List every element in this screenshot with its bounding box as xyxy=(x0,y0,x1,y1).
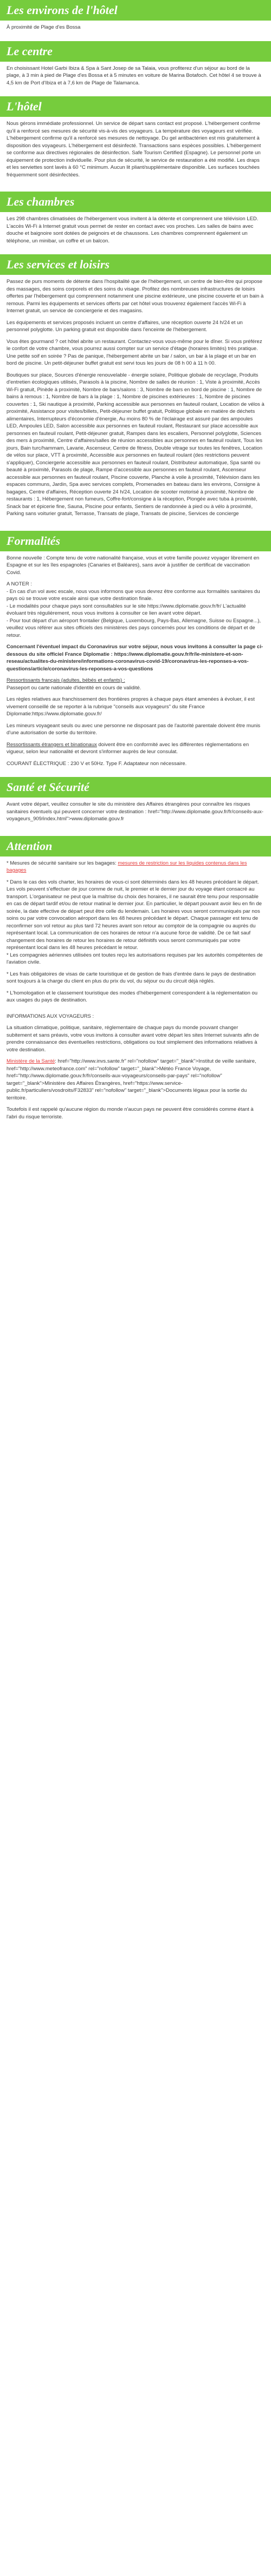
info-p3: Toutefois il est rappelé qu'aucune région du monde n'aucun pays ne peuvent être considérés comme étant à l'abri du risque terroriste. xyxy=(7,1106,254,1120)
loisirs-p3: Vous êtes gourmand ? cet hôtel abrite un restaurant. Contactez-vous vous-même pour le dîner. Si vous préférez le confort de votre chambre, vous pourrez aussi compter sur un service d'étage (horaires limités) très pratique. Une petite soif en soirée ? Pas de panique, l'hébergement abrite un bar / salon, un bar à la plage et un bar en bord de piscine. Un petit-déjeuner buffet gratuit est servi tous les jours de 08 h 00 à 11 h 00. xyxy=(7,338,262,366)
info-p1: La situation climatique, politique, sanitaire, réglementaire de chaque pays du monde pouvant changer subitement et sans préavis, votre vous invitons à consulter avant votre départ les sites Internet suivants afin de prendre connaissance des éventuelles restrictions, obligations ou tout simplement des informations relatives à votre destination. xyxy=(7,1025,259,1053)
loisirs-p2: Les équipements et services proposés incluent un centre d'affaires, une réception ouverte 24 h/24 et un personnel polyglotte. Un parking gratuit est disponible dans l'enceinte de l'hébergement. xyxy=(7,319,243,333)
formalites-covid: Concernant l'éventuel impact du Coronavirus sur votre séjour, nous vous invitons à consulter la page ci-dessous du site officiel France Diplomatie : https://www.diplomatie.gouv.fr/fr/le-ministere-et-son-reseau/actualites-du-ministere/informations-coronavirus-covid-19/coronavirus-les-reponses-a-vos-questions/article/coronavirus-les-reponses-a-vos-questions xyxy=(7,644,263,672)
section-title-hotel: L'hôtel xyxy=(0,96,271,117)
formalites-p7-text: doivent être en conformité avec les différentes réglementations en vigueur, selon leur nationalité et devront s'informer auprès de leur consulat. xyxy=(7,741,249,755)
loisirs-p1: Passez de purs moments de détente dans l'hospitalité que de l'hébergement, un centre de bien-être qui propose des massages, des soins corporels et des soins du visage. Profitez des nombreuses infrastructures de loisirs offertes par l'hébergement qui comprennent notamment une piscine extérieure, une piscine couverte et un bain à remous. Parmi les équipements et services offerts par cet hôtel vous trouverez également l'accès Wi-Fi à Internet gratuit, un service de conciergerie et des magasins. xyxy=(7,279,264,314)
section-title-sante: Santé et Sécurité xyxy=(0,777,271,798)
section-attention xyxy=(0,857,271,1131)
liquids-restriction-link[interactable]: mesures de restriction sur les liquides contenus dans les bagages xyxy=(7,860,247,873)
formalites-p7-block xyxy=(7,741,264,756)
section-title-formalites: Formalités xyxy=(0,531,271,551)
formalites-courant: COURANT ÉLECTRIQUE : 230 V et 50Hz. Type F. Adaptateur non nécessaire. xyxy=(7,760,187,767)
attention-p4: * L'homologation et le classement touristique des modes d'hébergement correspondent à la réglementation ou aux usages du pays de destination. xyxy=(7,990,258,1003)
formalites-p4-block xyxy=(7,677,264,691)
formalites-p6: Les mineurs voyageant seuls ou avec une personne ne disposant pas de l'autorité parentale doivent être munis d'une autorisation de sortie du territoire. xyxy=(7,722,261,736)
section-title-centre: Le centre xyxy=(0,41,271,62)
formalites-p5: Les règles relatives aux franchissement des frontières propres à chaque pays étant amenées à évoluer, il est vivement conseillé de se reporter à la rubrique "conseils aux voyageurs" du site France Diplomatie:https://www.diplomatie.gouv.fr/ xyxy=(7,696,255,717)
attention-p3: * Les frais obligatoires de visas de carte touristique et de gestion de frais d'entrée dans le pays de destination sont toujours à la charge du client en plus du prix du vol, du séjour ou du circuit déjà réglés. xyxy=(7,971,256,984)
formalites-p4-heading: Ressortissants français (adultes, bébés et enfants) : xyxy=(7,677,125,683)
formalites-p4-text: Passeport ou carte nationale d'identité en cours de validité. xyxy=(7,684,141,691)
ministere-sante-link[interactable]: Ministère de la Santé xyxy=(7,1058,55,1064)
centre-text: En choisissant Hotel Garbi Ibiza & Spa à Sant Josep de sa Talaia, vous profiterez d'un séjour au bord de la plage, à 3 min à pied de Plage d'es Bossa et à 5 minutes en voiture de Marina Botafoch. Cet hôtel 4 se trouve à 4,5 km de Port d'Ibiza et à 7,6 km de Plage de Talamanca. xyxy=(7,65,261,86)
section-title-environs: Les environs de l'hôtel xyxy=(0,0,271,21)
info-p2-text: : href="http://www.invs.sante.fr" rel="nofollow" target="_blank">Institut de veille sanitaire, href="http://www.meteofrance.com" rel="nofollow" target="_blank">Météo France Voyage, href="http://www.diplomatie.gouv.fr/fr/conseils-aux-voyageurs/conseils-par-pays" rel="nofollow" target="_blank">Ministère des Affaires Étrangères, href="https://www.service-public.fr/particuliers/vosdroits/F32833" rel="nofollow" target="_blank">Documents légaux pour la sortie du territoire. xyxy=(7,1058,256,1101)
attention-p1 xyxy=(7,860,264,874)
section-title-loisirs: Les services et loisirs xyxy=(0,254,271,275)
info-p2 xyxy=(7,1058,264,1102)
chambres-text: Les 298 chambres climatisées de l'hébergement vous invitent à la détente et comprennent une télévision LED. L'accès Wi-Fi à Internet gratuit vous permet de rester en contact avec vos proches. Les salles de bains avec douche et baignoire sont dotées de peignoirs et de chaussons. Les chambres comprennent également un téléphone, un minibar, un coffre et un balcon. xyxy=(7,216,259,244)
info-heading: INFORMATIONS AUX VOYAGEURS : xyxy=(7,1013,94,1019)
section-environs xyxy=(0,21,271,41)
section-loisirs xyxy=(0,275,271,528)
section-title-chambres: Les chambres xyxy=(0,192,271,212)
attention-p2: * Dans le cas des vols charter, les horaires de vous-ci sont déterminés dans les 48 heures précédant le départ. Les vols peuvent s'effectuer de jour comme de nuit, le premier et le dernier jour du voyage étant consacré au transport. L'organisateur ne peut que la maîtrise du choix des horaires, il ne saurait être tenu pour responsable en cas de départ tardif et/ou de retour matinal le dernier jour. En particulier, le départ pouvant avoir lieu en fin de soirée, la date effective de départ peut être celle du lendemain. Les horaires vous seront communiqués par nos soins ou par votre convocation aéroport dans les 48 heures précédant le départ. Chaque passager est tenu de reconfirmer son vol retour au plus tard 72 heures avant son retour au comptoir de la compagnie ou auprès du représentant local. La communication de ces horaires de retour n'a aucune force de validité. De ce fait sauf changement des horaires de retour les horaires de retour définitifs vous seront communiqués par votre représentant local dans les 48 heures précédant le retour. * Les compagnies aériennes utilisées ont toutes reçu les autorisations requises par les autorités compétentes de l'aviation civile. xyxy=(7,879,263,965)
section-centre xyxy=(0,62,271,97)
formalites-p7-heading: Ressortissants étrangers et binationaux xyxy=(7,741,97,748)
section-formalites xyxy=(0,551,271,778)
hotel-text: Nous gérons immédiate professionnel. Un service de départ sans contact est proposé. L'hébergement confirme qu'il a renforcé ses mesures de sécurité vis-à-vis des voyageurs. La température des voyageurs est vérifiée. L'hébergement confirme qu'il a renforcé ses mesures de nettoyage. Du gel antibactérien est mis gratuitement à disposition des voyageurs. L'hébergement est désinfecté. Transactions sans espèces possibles. L'hébergement se conforme aux directives régionales de désinfection. Safe Tourism Certified (Espagne). Le personnel porte un équipement de protection individuelle. Pour plus de sécurité, le service de restauration a été modifié. Les draps et les serviettes sont lavés à 60 °C minimum. Aucun lit pliant/supplémentaire disponible. Les surfaces touchées fréquemment sont désinfectées. xyxy=(7,121,261,178)
sante-text: Avant votre départ, veuillez consulter le site du ministère des Affaires étrangères pour connaître les risques sanitaires éventuels qui peuvent concerner votre destination : href="http://www.diplomatie.gouv.fr/fr/conseils-aux-voyageurs_909/index.html">www.diplomatie.gouv.fr xyxy=(7,801,263,822)
formalites-p2: A NOTER : - En cas d'un vol avec escale, nous vous informons que vous devrez être conforme aux formalités sanitaires du pays où se trouve votre escale ainsi que votre destination finale. - Le modalités pour chaque pays sont consultables sur le site https://www.diplomatie.gouv.fr/fr/ L'actualité évoluant très régulièrement, nous vous invitons à consulter ce lien avant votre départ. - Pour tout départ d'un aéroport frontalier (Belgique, Luxembourg, Pays-Bas, Allemagne, Suisse ou Espagne...), veuillez vous référer aux sites officiels des ministères des pays concernés pour les conditions de départ et de retour. xyxy=(7,581,261,638)
section-title-attention: Attention xyxy=(0,836,271,857)
section-sante xyxy=(0,798,271,833)
section-chambres xyxy=(0,212,271,254)
environs-text: À proximité de Plage d'es Bossa xyxy=(7,24,81,30)
section-hotel xyxy=(0,117,271,188)
loisirs-p4: Boutiques sur place, Sources d'énergie renouvelable - énergie solaire, Politique globale de recyclage, Produits d'entretien écologiques utilisés, Parasols à la piscine, Nombre de salles de réunion : 1, Viste à proximité, Accès Wi-Fi gratuit, Pinède à proximité, Nombre de bars/salons : 3, Nombre de bars en bord de piscine : 1, Nombre de bains à remous : 1, Nombre de bars à la plage : 1, Nombre de piscines extérieures : 1, Nombre de piscines couvertes : 1, Ski nautique à proximité, Parking accessible aux personnes en fauteuil roulant, Location de vélos à proximité, Assistance pour visites/billets, Petit-déjeuner buffet gratuit, Politique globale en matière de déchets alimentaires, Interrupteurs d'économie d'énergie, Au moins 80 % de l'éclairage est assuré par des ampoules LED, Ampoules LED, Salon accessible aux personnes en fauteuil roulant, Restaurant sur place accessible aux personnes en fauteuil roulant, Petit-déjeuner gratuit, Rampes dans les escaliers, Personnel polyglotte, Sciences des mers à proximité, Centre d'affaires/salles de réunion accessibles aux personnes en fauteuil roulant, Tous les jours, Bain turc/hammam, Lavarie, Ascenseur, Centre de fitness, Double vitrage sur toutes les fenêtres, Location de vélos sur place, VTT à proximité, Accessible aux personnes en fauteuil roulant (des restrictions peuvent s'appliquer), Conciergerie accessible aux personnes en fauteuil roulant, Distributeur automatique, Spa santé ou beauté à proximité, Parasols de plage, Rampe d'accessible aux personnes en fauteuil roulant, Ascenseur accessible aux personnes en fauteuil roulant, Piscine couverte, Planche à voile à proximité, Télévision dans les espaces communs, Jardin, Spa avec services complets, Promenades en bateau dans les environs, Consigne à bagages, Centre d'affaires, Réception ouverte 24 h/24, Location de scooter motorisé à proximité, Nombre de restaurants : 1, Hébergement non fumeurs, Coffre-fort/consigne à la réception, Plongée avec tuba à proximité, Snack bar et épicerie fine, Sauna, Piscine pour enfants, Sentiers de randonnée à pied ou à vélo à proximité, Parking sans voiturier gratuit, Terrasse, Transats de plage, Transats de piscine, Services de concierge xyxy=(7,372,264,517)
attention-p1-text: * Mesures de sécurité sanitaire sur les bagages: xyxy=(7,860,118,866)
formalites-p1: Bonne nouvelle : Compte tenu de votre nationalité française, vous et votre famille pouvez voyager librement en Espagne et sur les îles espagnoles (Canaries et Baléares), sans avoir à justifier de certificat de vaccination Covid. xyxy=(7,555,260,576)
